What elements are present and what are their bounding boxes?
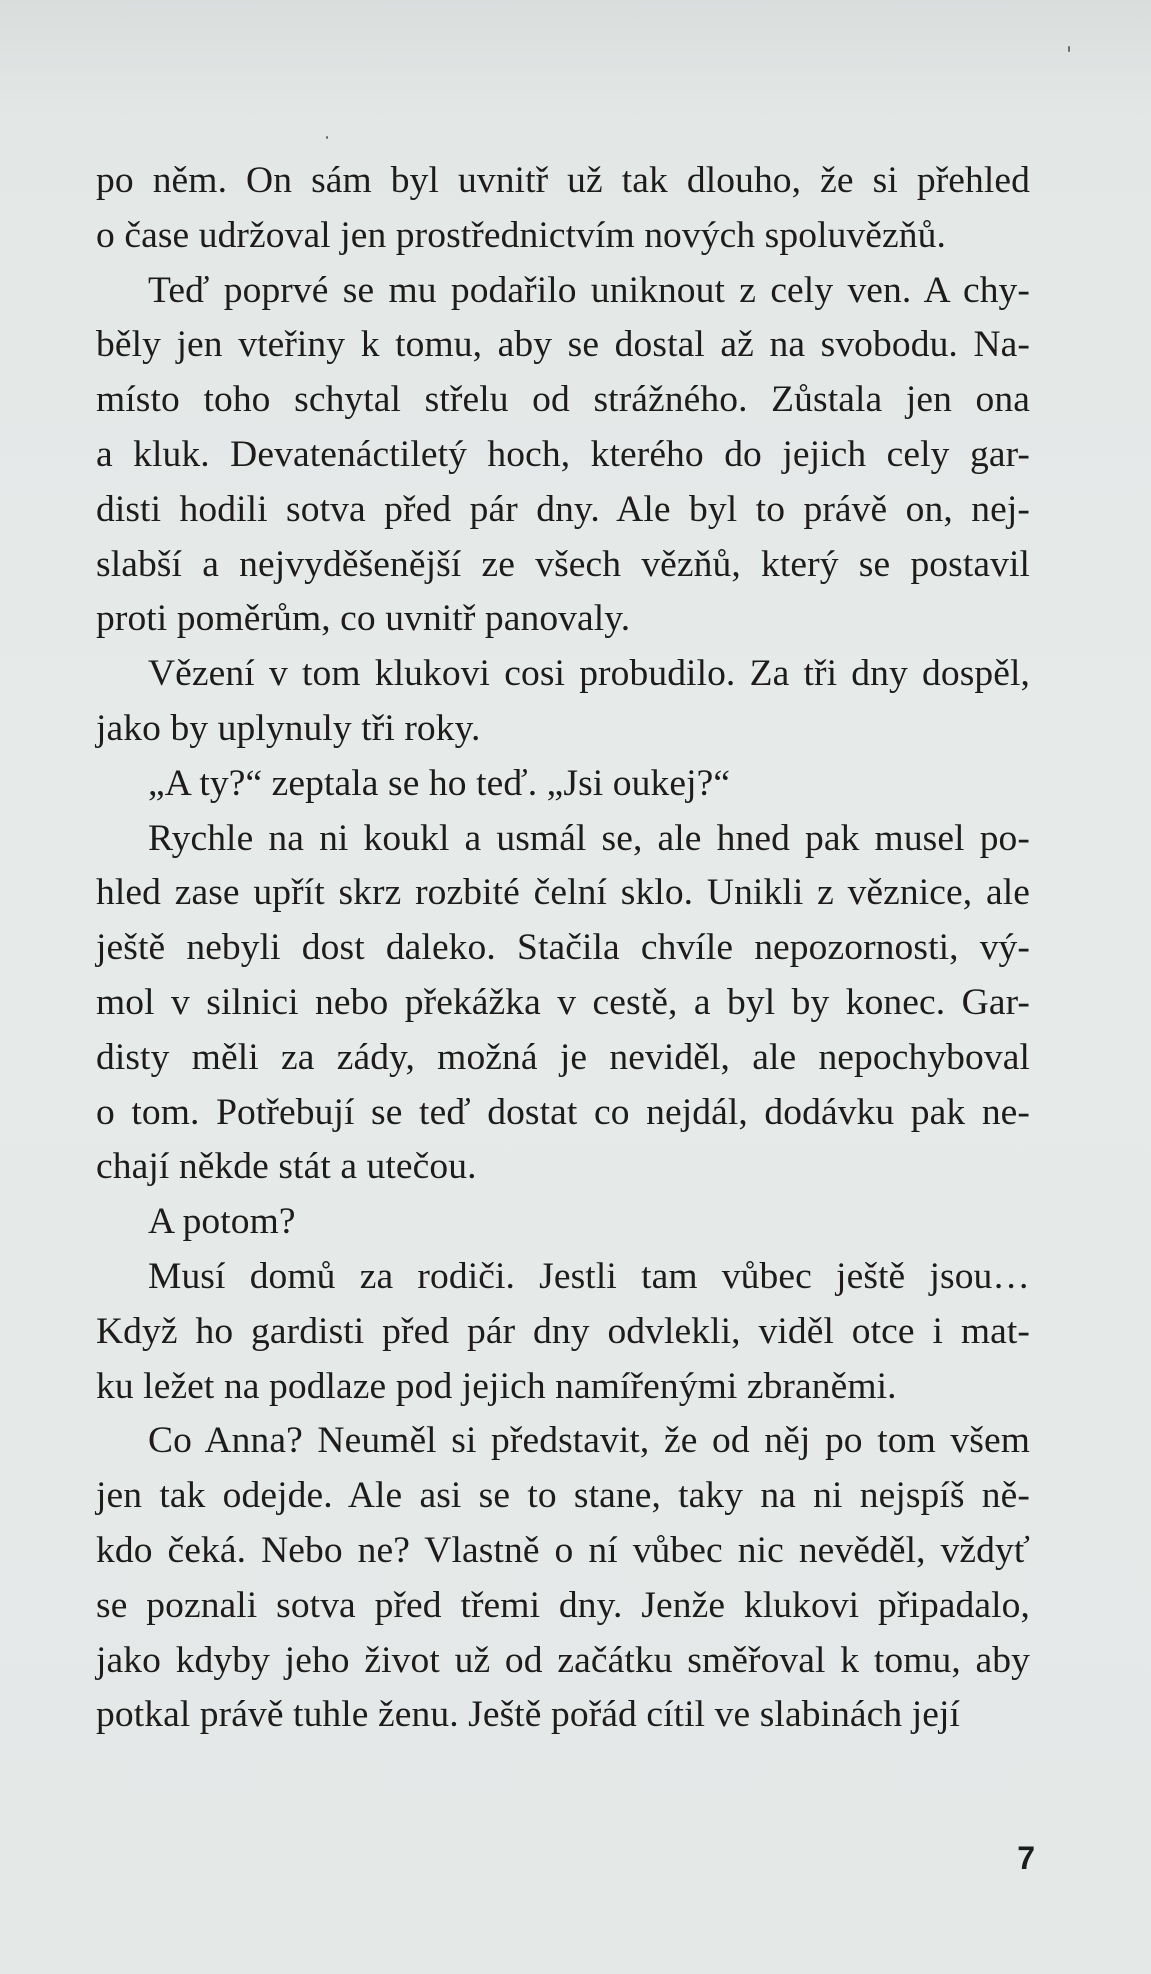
text-line: jen tak odejde. Ale asi se to stane, taky na ni nejspíš ně- — [96, 1475, 1030, 1517]
paragraph — [96, 1195, 1030, 1250]
paragraph — [96, 264, 1030, 648]
text-line: chají někde stát a utečou. — [96, 1146, 477, 1188]
text-line: kdo čeká. Nebo ne? Vlastně o ní vůbec nic nevěděl, vždyť — [96, 1529, 1030, 1571]
text-line: Rychle na ni koukl a usmál se, ale hned pak musel po- — [148, 817, 1030, 859]
text-line: Musí domů za rodiči. Jestli tam vůbec ještě jsou… — [148, 1255, 1030, 1297]
text-line: A potom? — [148, 1201, 296, 1243]
paragraph — [96, 757, 1030, 812]
text-line: se poznali sotva před třemi dny. Jenže klukovi připadalo, — [96, 1584, 1030, 1626]
text-line: jako kdyby jeho život už od začátku směřoval k tomu, aby — [96, 1639, 1030, 1681]
text-line: o čase udržoval jen prostřednictvím nových spoluvězňů. — [96, 214, 946, 256]
paper-speck — [326, 136, 328, 139]
paper-speck — [1068, 46, 1070, 52]
body-text — [96, 154, 1030, 1743]
paragraph — [96, 812, 1030, 1196]
text-line: a kluk. Devatenáctiletý hoch, kterého do jejich cely gar- — [96, 433, 1030, 475]
text-line: disty měli za zády, možná je neviděl, ale nepochyboval — [96, 1036, 1030, 1078]
text-line: Co Anna? Neuměl si představit, že od něj po tom všem — [148, 1420, 1030, 1462]
text-line: slabší a nejvyděšenější ze všech vězňů, který se postavil — [96, 543, 1030, 585]
text-line: o tom. Potřebují se teď dostat co nejdál, dodávku pak ne- — [96, 1091, 1030, 1133]
text-line: ještě nebyli dost daleko. Stačila chvíle nepozornosti, vý- — [96, 927, 1030, 969]
text-line: Vězení v tom klukovi cosi probudilo. Za tři dny dospěl, — [148, 653, 1030, 695]
text-line: místo toho schytal střelu od strážného. Zůstala jen ona — [96, 379, 1030, 421]
text-line: běly jen vteřiny k tomu, aby se dostal až na svobodu. Na- — [96, 324, 1030, 366]
text-line: po něm. On sám byl uvnitř už tak dlouho, že si přehled — [96, 160, 1030, 201]
text-line: ku ležet na podlaze pod jejich namířenými zbraněmi. — [96, 1365, 897, 1407]
text-line: mol v silnici nebo překážka v cestě, a byl by konec. Gar- — [96, 981, 1030, 1023]
paragraph — [96, 1414, 1030, 1743]
paragraph — [96, 1250, 1030, 1414]
text-line: jako by uplynuly tři roky. — [96, 707, 481, 749]
text-line: disti hodili sotva před pár dny. Ale byl to právě on, nej- — [96, 488, 1030, 530]
text-line: Když ho gardisti před pár dny odvlekli, viděl otce i mat- — [96, 1310, 1030, 1352]
page-number: 7 — [1017, 1840, 1035, 1876]
paragraph — [96, 647, 1030, 757]
text-line: hled zase upřít skrz rozbité čelní sklo. Unikli z věznice, ale — [96, 872, 1030, 914]
text-line: proti poměrům, co uvnitř panovaly. — [96, 598, 631, 640]
text-line: „A ty?“ zeptala se ho teď. „Jsi oukej?“ — [148, 762, 731, 804]
text-line: Teď poprvé se mu podařilo uniknout z cely ven. A chy- — [148, 269, 1030, 311]
text-line: potkal právě tuhle ženu. Ještě pořád cítil ve slabinách její — [96, 1694, 961, 1736]
paragraph — [96, 154, 1030, 264]
